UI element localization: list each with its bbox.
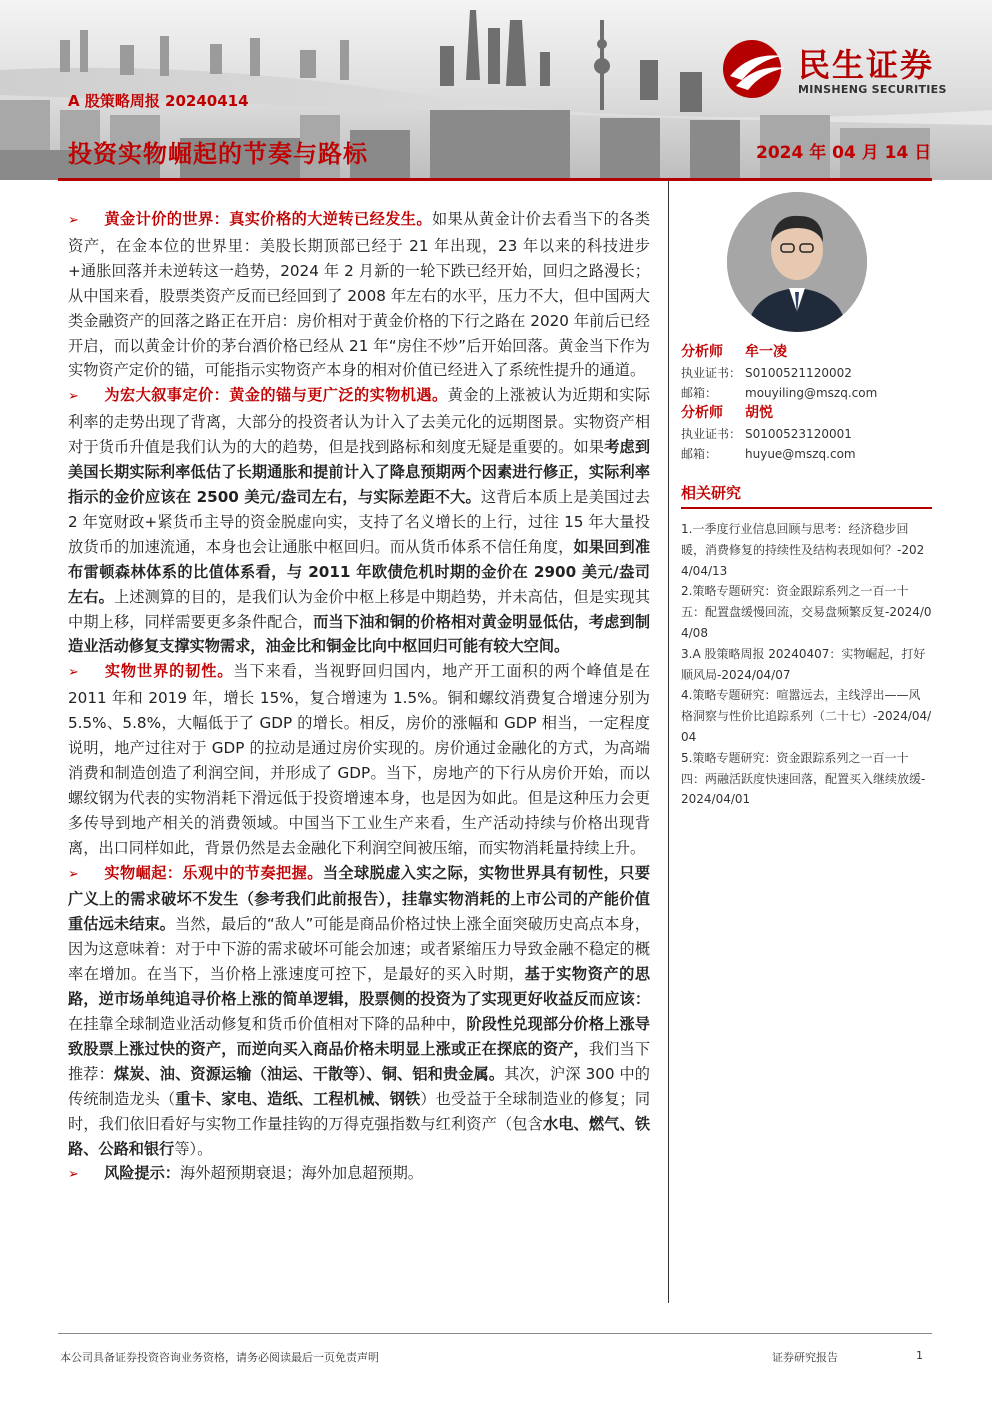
paragraph-text: 当下来看，当视野回归国内，地产开工面积的两个峰值是在 2011 年和 2019 年，增长 15%，复合增速为 1.5%。铜和螺纹消费复合增速分别为 5.5%、5.8%，大幅低于了 GDP 的增长。相反，房价的涨幅和 GDP 相当，一定程度说明，地产过往对于 GDP 的拉动是通过房价实现的。房价通过金融化的方式，为高端消费和制造创造了利润空间，并形成了 GDP。当下，房地产的下行从房价开始，而以螺纹钢为代表的实物消耗下滑远低于投资增速本身，也是因为如此。但是这种压力会更多传导到地产相关的消费领域。中国当下工业生产来看，生产活动持续与价格出现背离，出口同样如此，背景仍然是去金融化下利润空间被压缩，而实物消耗量持续上升。 bbox=[68, 662, 651, 857]
related-research-item[interactable]: 5.策略专题研究：资金跟踪系列之一百一十四：两融活跃度快速回落，配置买入继续放缓-2024/04/01 bbox=[681, 750, 926, 807]
analyst-cert-row bbox=[681, 363, 932, 383]
main-content bbox=[68, 207, 650, 1188]
bold-text: 煤炭、油、资源运输（油运、干散等）、铜、铝和贵金属。 bbox=[113, 1064, 505, 1083]
cert-number: S0100523120001 bbox=[745, 427, 852, 441]
paragraph-text: 如果从黄金计价去看当下的各类资产，在金本位的世界里：美股长期顶部已经于 21 年出现，23 年以来的科技进步+通胀回落并未逆转这一趋势，2024 年 2 月新的一轮下跌已经开始，回归之路漫长；从中国来看，股票类资产反而已经回到了 2008 年左右的水平，压力不大，但中国两大类金融资产的回落之路正在开启：房价相对于黄金价格的下行之路在 2020 年前后已经开启，而以黄金计价的茅台酒价格已经从 21 年“房住不炒”后开始回落。黄金当下作为实物资产定价的锚，可能指示实物资产本身的相对价值已经进入了系统性提升的通道。 bbox=[68, 210, 651, 380]
cert-label: 执业证书： bbox=[681, 366, 742, 380]
page-title: 投资实物崛起的节奏与路标 bbox=[68, 140, 368, 168]
analyst-1 bbox=[681, 342, 932, 363]
footer-divider bbox=[58, 1333, 932, 1334]
bold-text: 重卡、家电、造纸、工程机械、钢铁 bbox=[175, 1089, 421, 1108]
paragraph-heading: 黄金计价的世界：真实价格的大逆转已经发生。 bbox=[104, 210, 433, 228]
related-research-list bbox=[681, 519, 932, 810]
footer-label: 证券研究报告 bbox=[772, 1351, 838, 1364]
related-research-item[interactable]: 4.策略专题研究：喧嚣远去，主线浮出——风格洞察与性价比追踪系列（二十七）-2024/04/04 bbox=[681, 688, 932, 744]
bold-text: 水电、燃气、铁路、公路和银行 bbox=[68, 1114, 651, 1158]
bold-text: 如果回到准布雷顿森林体系的比值体系看，与 2011 年欧债危机时期的金价在 2900 美元/盎司左右。 bbox=[68, 537, 651, 606]
bold-text: 而当下油和铜的价格相对黄金明显低估，考虑到制造业活动修复支撑实物需求，油金比和铜金比向中枢回归可能有较大空间。 bbox=[68, 612, 651, 656]
sidebar bbox=[681, 192, 932, 810]
bullet-arrow-icon: ➢ bbox=[68, 389, 79, 405]
bold-text: 风险提示： bbox=[104, 1164, 180, 1183]
bold-text: 基于实物资产的思路，逆市场单纯追寻价格上涨的简单逻辑，股票侧的投资为了实现更好收益反而应该： bbox=[68, 965, 651, 1009]
paragraph-text: 黄金的上涨被认为近期和实际利率的走势出现了背离，大部分的投资者认为计入了去美元化的远期图景。实物资产相对于货币升值是我们认为的大的趋势，但是找到路标和刻度无疑是重要的。如果 bbox=[68, 386, 651, 457]
bold-text: 阶段性兑现部分价格上涨导致股票上涨过快的资产，而逆向买入商品价格未明显上涨或正在探底的资产， bbox=[68, 1015, 651, 1058]
footer-disclaimer: 本公司具备证券投资咨询业务资格，请务必阅读最后一页免责声明 bbox=[60, 1351, 379, 1364]
bold-text: 考虑到美国长期实际利率低估了长期通胀和提前计入了降息预期两个因素进行修正，实际利率指示的金价应该在 2500 美元/盎司左右，与实际差距不大。 bbox=[68, 438, 651, 506]
paragraph-heading: 实物世界的韧性。 bbox=[104, 662, 234, 681]
paragraph-text: 这背后本质上是美国过去 2 年宽财政+紧货币主导的资金脱虚向实，支持了名义增长的上行，过往 15 年大量投放货币的加速流通，本身也会让通胀中枢回归。而从货币体系不信任角度， bbox=[68, 487, 650, 556]
bullet-arrow-icon: ➢ bbox=[68, 866, 79, 882]
minsheng-logo-icon bbox=[720, 38, 792, 100]
logo-english-name: MINSHENG SECURITIES bbox=[798, 83, 947, 96]
cert-number: S0100521120002 bbox=[745, 366, 852, 380]
analyst-photo bbox=[727, 192, 867, 332]
header-banner bbox=[0, 0, 992, 180]
bullet-arrow-icon: ➢ bbox=[68, 665, 79, 681]
summary-paragraph bbox=[68, 207, 650, 383]
analyst-portrait-icon bbox=[727, 192, 867, 332]
analyst-email-row bbox=[681, 444, 932, 464]
column-divider bbox=[668, 181, 669, 1303]
analyst-email-row bbox=[681, 383, 932, 403]
header-divider bbox=[58, 178, 932, 181]
analyst-cert-row bbox=[681, 424, 932, 444]
paragraph-text: 其次，沪深 300 中的传统制造龙头（ bbox=[68, 1064, 650, 1108]
paragraph-heading: 为宏大叙事定价：黄金的锚与更广泛的实物机遇。 bbox=[104, 386, 448, 405]
paragraph-text: 我们当下推荐： bbox=[68, 1039, 651, 1083]
analyst-2 bbox=[681, 403, 932, 424]
report-type: A 股策略周报 20240414 bbox=[68, 92, 249, 110]
paragraph-text: ）也受益于全球制造业的修复；同时，我们依旧看好与实物工作量挂钩的万得克强指数与红利资产（包含 bbox=[68, 1089, 651, 1133]
paragraph-text: 上述测算的目的，是我们认为金价中枢上移是中期趋势，并未高估，但是实现其中期上移，同样需要更多条件配合， bbox=[68, 587, 651, 631]
related-research-title: 相关研究 bbox=[681, 482, 932, 509]
report-date: 2024 年 04 月 14 日 bbox=[756, 143, 932, 163]
analyst-name: 牟一凌 bbox=[745, 344, 787, 360]
bullet-arrow-icon: ➢ bbox=[68, 213, 79, 228]
bold-text: 当全球脱虚入实之际，实物世界具有韧性，只要广义上的需求破坏不发生（参考我们此前报告），挂靠实物消耗的上市公司的产能价值重估远未结束。 bbox=[68, 863, 651, 934]
email-link[interactable]: mouyiling@mszq.com bbox=[745, 386, 878, 400]
logo-chinese-name: 民生证券 bbox=[798, 46, 935, 84]
paragraph-heading: 实物崛起：乐观中的节奏把握。 bbox=[104, 863, 323, 882]
paragraph-text: 等）。 bbox=[174, 1139, 213, 1158]
paragraph-text: 海外超预期衰退；海外加息超预期。 bbox=[179, 1164, 423, 1183]
related-research-item[interactable]: 1.一季度行业信息回顾与思考：经济稳步回暖，消费修复的持续性及结构表现如何？-2024/04/13 bbox=[681, 522, 925, 578]
bullet-arrow-icon: ➢ bbox=[68, 1167, 79, 1183]
analyst-name: 胡悦 bbox=[745, 405, 773, 421]
company-logo bbox=[720, 38, 970, 100]
related-research-item[interactable]: 2.策略专题研究：资金跟踪系列之一百一十五：配置盘缓慢回流，交易盘频繁反复-2024/04/08 bbox=[681, 584, 932, 640]
email-link[interactable]: huyue@mszq.com bbox=[745, 447, 856, 461]
analyst-info bbox=[681, 342, 932, 464]
page-number: 1 bbox=[916, 1349, 923, 1362]
analyst-role: 分析师 bbox=[681, 405, 723, 421]
analyst-role: 分析师 bbox=[681, 344, 723, 360]
summary-paragraph bbox=[68, 383, 650, 659]
summary-paragraph bbox=[68, 659, 650, 860]
paragraph-text: 在挂靠全球制造业活动修复和货币价值相对下降的品种中， bbox=[68, 1015, 467, 1033]
email-label: 邮箱： bbox=[681, 447, 718, 461]
related-research-item[interactable]: 3.A 股策略周报 20240407：实物崛起，打好顺风局-2024/04/07 bbox=[681, 646, 926, 682]
summary-paragraph bbox=[68, 861, 650, 1162]
email-label: 邮箱： bbox=[681, 386, 718, 400]
summary-paragraph bbox=[68, 1161, 650, 1188]
cert-label: 执业证书： bbox=[681, 427, 742, 441]
paragraph-text: 当然，最后的“敌人”可能是商品价格过快上涨全面突破历史高点本身，因为这意味着：对于中下游的需求破坏可能会加速；或者紧缩压力导致金融不稳定的概率在增加。在当下，当价格上涨速度可控下，是最好的买入时期， bbox=[68, 915, 650, 984]
